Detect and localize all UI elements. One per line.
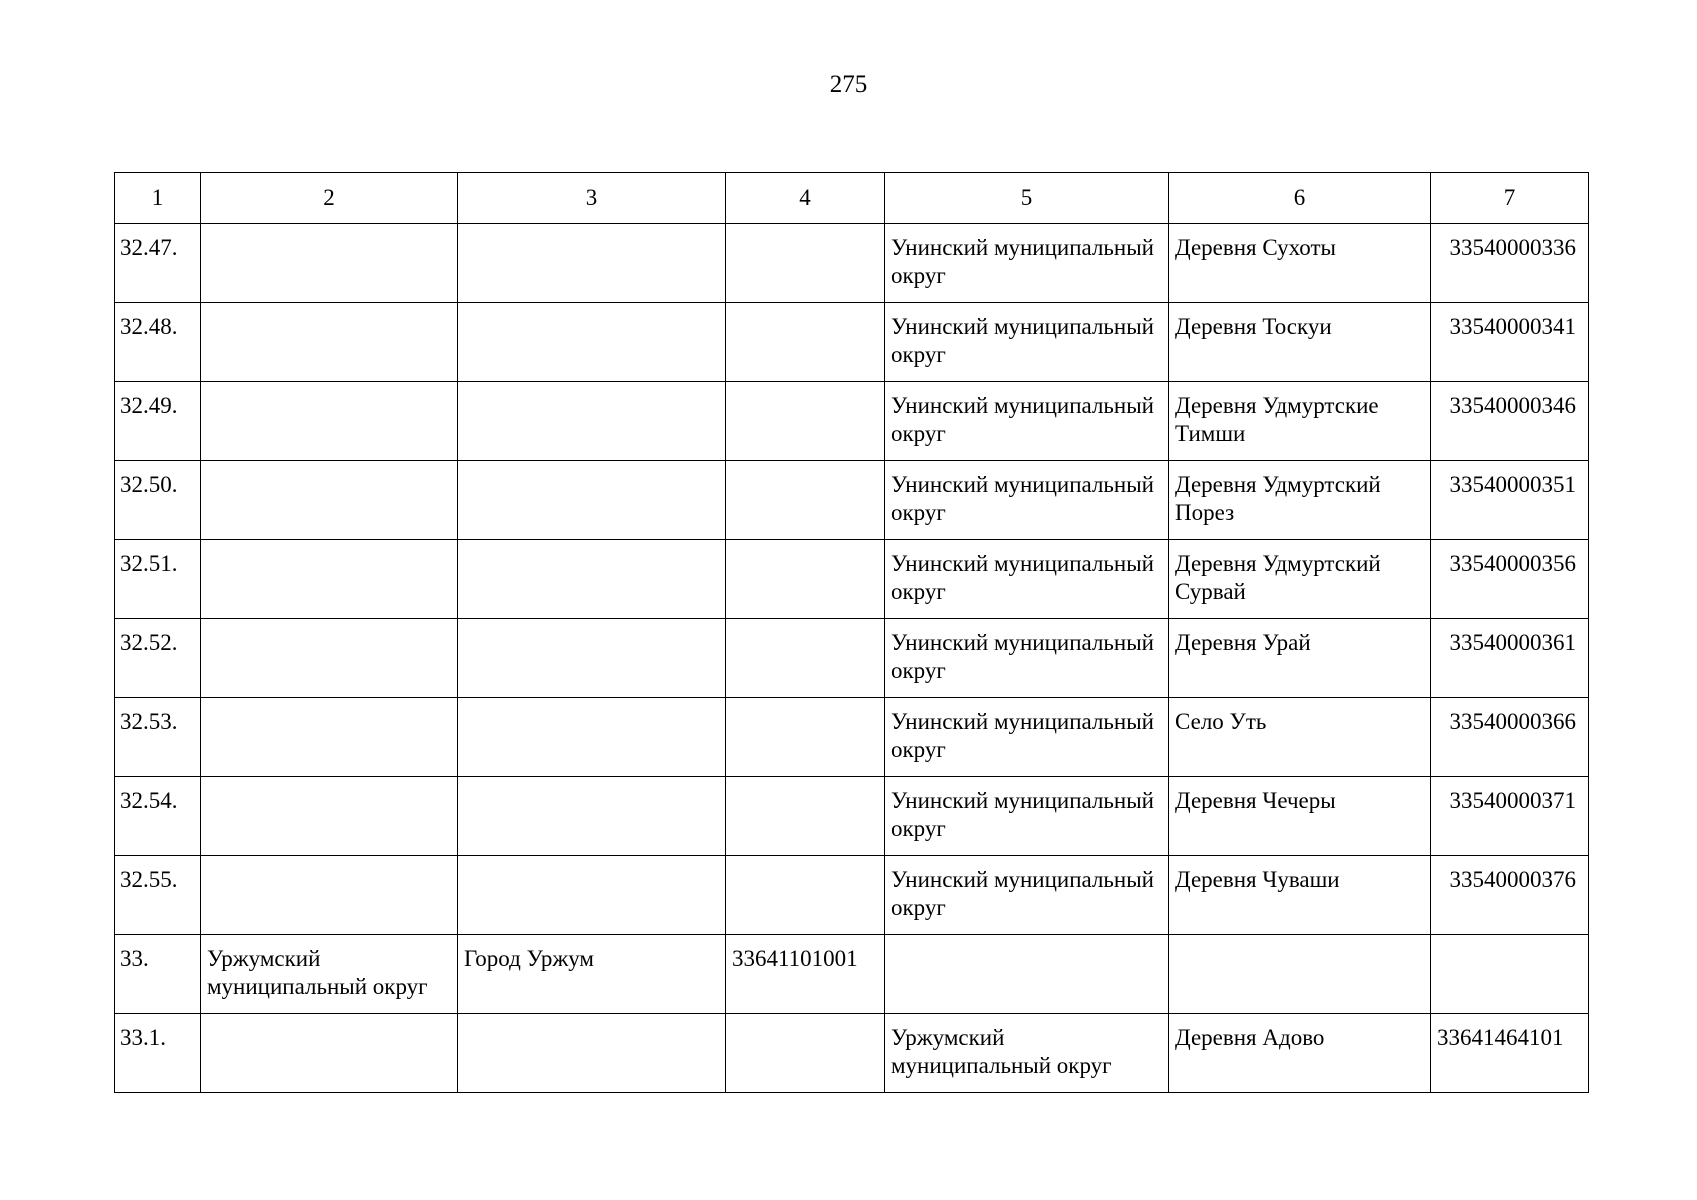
district-cell (201, 856, 458, 935)
settlement-code-cell: 33540000366 (1431, 698, 1589, 777)
settlement-name-cell: Деревня Удмуртский Сурвай (1169, 540, 1431, 619)
settlement-name-cell: Деревня Урай (1169, 619, 1431, 698)
municipal-district-cell: Унинский муниципальный округ (885, 540, 1169, 619)
district-cell (201, 303, 458, 382)
table-row (115, 935, 1589, 1014)
settlement-name-cell: Деревня Тоскуи (1169, 303, 1431, 382)
settlement-center-cell (458, 303, 726, 382)
table-body (115, 173, 1589, 1093)
district-cell (201, 698, 458, 777)
municipal-district-cell: Унинский муниципальный округ (885, 303, 1169, 382)
header-cell-2: 2 (201, 173, 458, 224)
center-code-cell (726, 382, 885, 461)
district-cell (201, 777, 458, 856)
municipal-district-cell: Унинский муниципальный округ (885, 698, 1169, 777)
row-number-cell: 32.49. (115, 382, 201, 461)
row-number-cell: 32.50. (115, 461, 201, 540)
settlement-center-cell (458, 777, 726, 856)
center-code-cell (726, 224, 885, 303)
registry-table (114, 172, 1589, 1093)
table-row (115, 303, 1589, 382)
center-code-cell (726, 540, 885, 619)
settlement-code-cell: 33540000346 (1431, 382, 1589, 461)
center-code-cell (726, 856, 885, 935)
table-row (115, 856, 1589, 935)
settlement-code-cell: 33540000356 (1431, 540, 1589, 619)
table-row (115, 382, 1589, 461)
municipal-district-cell: Унинский муниципальный округ (885, 224, 1169, 303)
row-number-cell: 33.1. (115, 1014, 201, 1093)
settlement-code-cell: 33540000351 (1431, 461, 1589, 540)
municipal-district-cell (885, 935, 1169, 1014)
municipal-district-cell: Унинский муниципальный округ (885, 619, 1169, 698)
table-row (115, 461, 1589, 540)
row-number-cell: 32.47. (115, 224, 201, 303)
header-cell-4: 4 (726, 173, 885, 224)
municipal-district-cell: Унинский муниципальный округ (885, 856, 1169, 935)
settlement-center-cell (458, 540, 726, 619)
settlement-name-cell: Деревня Чуваши (1169, 856, 1431, 935)
settlement-center-cell (458, 224, 726, 303)
settlement-name-cell: Деревня Чечеры (1169, 777, 1431, 856)
settlement-center-cell: Город Уржум (458, 935, 726, 1014)
center-code-cell (726, 303, 885, 382)
header-cell-6: 6 (1169, 173, 1431, 224)
center-code-cell (726, 619, 885, 698)
settlement-center-cell (458, 382, 726, 461)
municipal-district-cell: Уржумский муниципальный округ (885, 1014, 1169, 1093)
table-row (115, 224, 1589, 303)
district-cell (201, 461, 458, 540)
center-code-cell (726, 698, 885, 777)
municipal-district-cell: Унинский муниципальный округ (885, 461, 1169, 540)
page-number: 275 (829, 71, 868, 98)
header-cell-1: 1 (115, 173, 201, 224)
row-number-cell: 32.52. (115, 619, 201, 698)
table-row (115, 619, 1589, 698)
district-cell (201, 1014, 458, 1093)
row-number-cell: 32.51. (115, 540, 201, 619)
settlement-name-cell: Деревня Удмуртские Тимши (1169, 382, 1431, 461)
settlement-code-cell: 33641464101 (1431, 1014, 1589, 1093)
row-number-cell: 32.55. (115, 856, 201, 935)
settlement-code-cell: 33540000336 (1431, 224, 1589, 303)
table-row (115, 698, 1589, 777)
settlement-center-cell (458, 461, 726, 540)
row-number-cell: 32.54. (115, 777, 201, 856)
table-row (115, 540, 1589, 619)
table-row (115, 1014, 1589, 1093)
settlement-name-cell: Деревня Адово (1169, 1014, 1431, 1093)
district-cell (201, 382, 458, 461)
settlement-name-cell (1169, 935, 1431, 1014)
settlement-code-cell: 33540000361 (1431, 619, 1589, 698)
table-header-row (115, 173, 1589, 224)
header-cell-7: 7 (1431, 173, 1589, 224)
settlement-name-cell: Деревня Удмуртский Порез (1169, 461, 1431, 540)
row-number-cell: 32.53. (115, 698, 201, 777)
municipal-district-cell: Унинский муниципальный округ (885, 777, 1169, 856)
district-cell (201, 619, 458, 698)
settlement-name-cell: Деревня Сухоты (1169, 224, 1431, 303)
settlement-center-cell (458, 619, 726, 698)
header-cell-5: 5 (885, 173, 1169, 224)
row-number-cell: 33. (115, 935, 201, 1014)
district-cell (201, 224, 458, 303)
municipal-district-cell: Унинский муниципальный округ (885, 382, 1169, 461)
center-code-cell: 33641101001 (726, 935, 885, 1014)
center-code-cell (726, 1014, 885, 1093)
settlement-center-cell (458, 1014, 726, 1093)
settlement-code-cell: 33540000341 (1431, 303, 1589, 382)
table-row (115, 777, 1589, 856)
district-cell: Уржумский муниципальный округ (201, 935, 458, 1014)
district-cell (201, 540, 458, 619)
settlement-code-cell: 33540000376 (1431, 856, 1589, 935)
row-number-cell: 32.48. (115, 303, 201, 382)
settlement-center-cell (458, 698, 726, 777)
settlement-center-cell (458, 856, 726, 935)
header-cell-3: 3 (458, 173, 726, 224)
settlement-code-cell: 33540000371 (1431, 777, 1589, 856)
settlement-code-cell (1431, 935, 1589, 1014)
center-code-cell (726, 461, 885, 540)
center-code-cell (726, 777, 885, 856)
settlement-name-cell: Село Уть (1169, 698, 1431, 777)
